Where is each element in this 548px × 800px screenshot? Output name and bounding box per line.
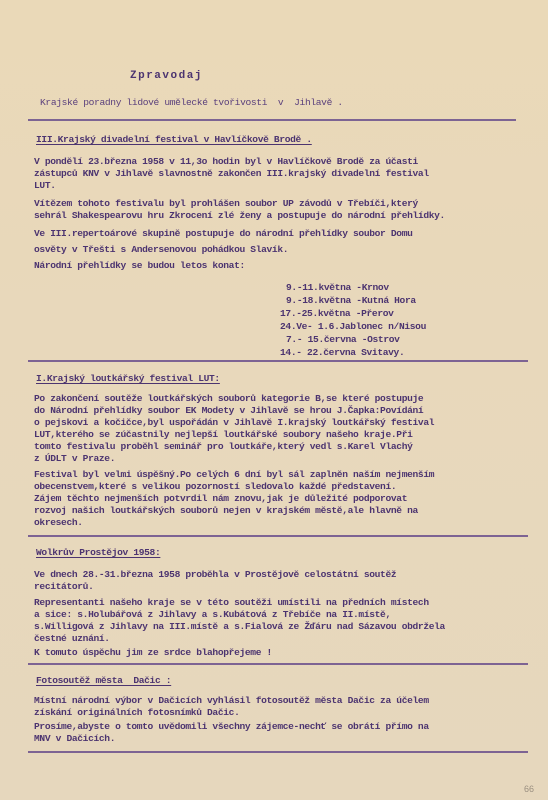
page-title: Zpravodaj (130, 70, 203, 82)
schedule-item: 24.Ve- 1.6.Jablonec n/Nisou (280, 321, 426, 332)
section-4-line: Prosíme,abyste o tomto uvědomili všechny zájemce-nechť se obrátí přímo na (34, 721, 429, 732)
section-2-line: tomto festivalu proběhl seminář pro loutkáře,který vedl s.Karel Vlachý (34, 441, 413, 452)
section-3-line: Ve dnech 28.-31.března 1958 proběhla v Prostějově celostátní soutěž (34, 569, 397, 580)
section-2-heading: I.Krajský loutkářský festival LUT: (36, 373, 220, 384)
divider-1 (28, 119, 516, 121)
section-1-line: zástupců KNV v Jihlavě slavnostně zakončen III.krajský divadelní festival (34, 168, 429, 179)
section-3-line: K tomuto úspěchu jim ze srdce blahopřejeme ! (34, 647, 272, 658)
section-1-line: sehrál Shakespearovu hru Zkrocení zlé ženy a postupuje do národní přehlídky. (34, 210, 445, 221)
section-3-heading: Wolkrův Prostějov 1958: (36, 547, 161, 558)
divider-4 (28, 663, 528, 665)
section-1-line: Ve III.repertoárové skupině postupuje do národní přehlídky soubor Domu (34, 228, 413, 239)
section-2-line: Festival byl velmi úspěšný.Po celých 6 dní byl sál zaplněn naším nejmenším (34, 469, 435, 480)
section-2-line: o pejskovi a kočičce,byl uspořádán v Jihlavě I.krajský loutkářský festival (34, 417, 435, 428)
section-3-line: recitátorů. (34, 581, 94, 592)
schedule-item: 9.-11.května -Krnov (286, 282, 389, 293)
section-4-heading: Fotosoutěž města Dačic : (36, 675, 172, 686)
section-3-line: s.Willigová z Jihlavy na III.místě a s.Fialová ze Žďáru nad Sázavou obdržela (34, 621, 445, 632)
section-2-line: obecenstvem,které s velikou pozorností sledovalo každé představení. (34, 481, 397, 492)
schedule-item: 9.-18.května -Kutná Hora (286, 295, 416, 306)
section-4-line: Místní národní výbor v Dačicích vyhlásil fotosoutěž města Dačic za účelem (34, 695, 429, 706)
section-2-line: Po zakončení soutěže loutkářských souborů kategorie B,se které postupuje (34, 393, 424, 404)
section-2-line: rozvoj našich loutkářských souborů nejen v krajském městě,ale hlavně na (34, 505, 418, 516)
section-1-heading: III.Krajský divadelní festival v Havlíčkově Brodě . (36, 134, 312, 145)
page-subtitle: Krajské poradny lidové umělecké tvořivosti v Jihlavě . (40, 97, 343, 108)
section-3-line: čestné uznání. (34, 633, 110, 644)
section-4-line: MNV v Dačicích. (34, 733, 116, 744)
page-number: 66 (523, 784, 534, 794)
divider-3 (28, 535, 528, 537)
schedule-item: 17.-25.května -Přerov (280, 308, 394, 319)
section-2-line: z ÚDLT v Praze. (34, 453, 116, 464)
section-1-line: Vítězem tohoto festivalu byl prohlášen soubor UP závodů v Třebíči,který (34, 198, 418, 209)
section-2-line: Zájem těchto nejmenších potvrdil nám znovu,jak je důležité podporovat (34, 493, 408, 504)
schedule-item: 14.- 22.června Svitavy. (280, 347, 405, 358)
divider-2 (28, 360, 528, 362)
section-3-line: a sice: s.Holubářová z Jihlavy a s.Kubátová z Třebíče na II.místě, (34, 609, 391, 620)
section-3-line: Representanti našeho kraje se v této soutěži umístili na předních místech (34, 597, 429, 608)
section-1-line: LUT. (34, 180, 56, 191)
section-4-line: získání originálních fotosnímků Dačic. (34, 707, 240, 718)
section-1-line: osvěty v Třešti s Andersenovou pohádkou Slavík. (34, 244, 289, 255)
section-1-line: V pondělí 23.března 1958 v 11,3o hodin byl v Havlíčkově Brodě za účasti (34, 156, 418, 167)
section-2-line: okresech. (34, 517, 83, 528)
section-2-line: LUT,kterého se zúčastnily nejlepší loutkářské soubory našeho kraje.Při (34, 429, 413, 440)
divider-5 (28, 751, 528, 753)
schedule-item: 7.- 15.června -Ostrov (286, 334, 400, 345)
section-1-line: Národní přehlídky se budou letos konat: (34, 260, 245, 271)
section-2-line: do Národní přehlídky soubor EK Modety v Jihlavě se hrou J.Čapka:Povídání (34, 405, 424, 416)
